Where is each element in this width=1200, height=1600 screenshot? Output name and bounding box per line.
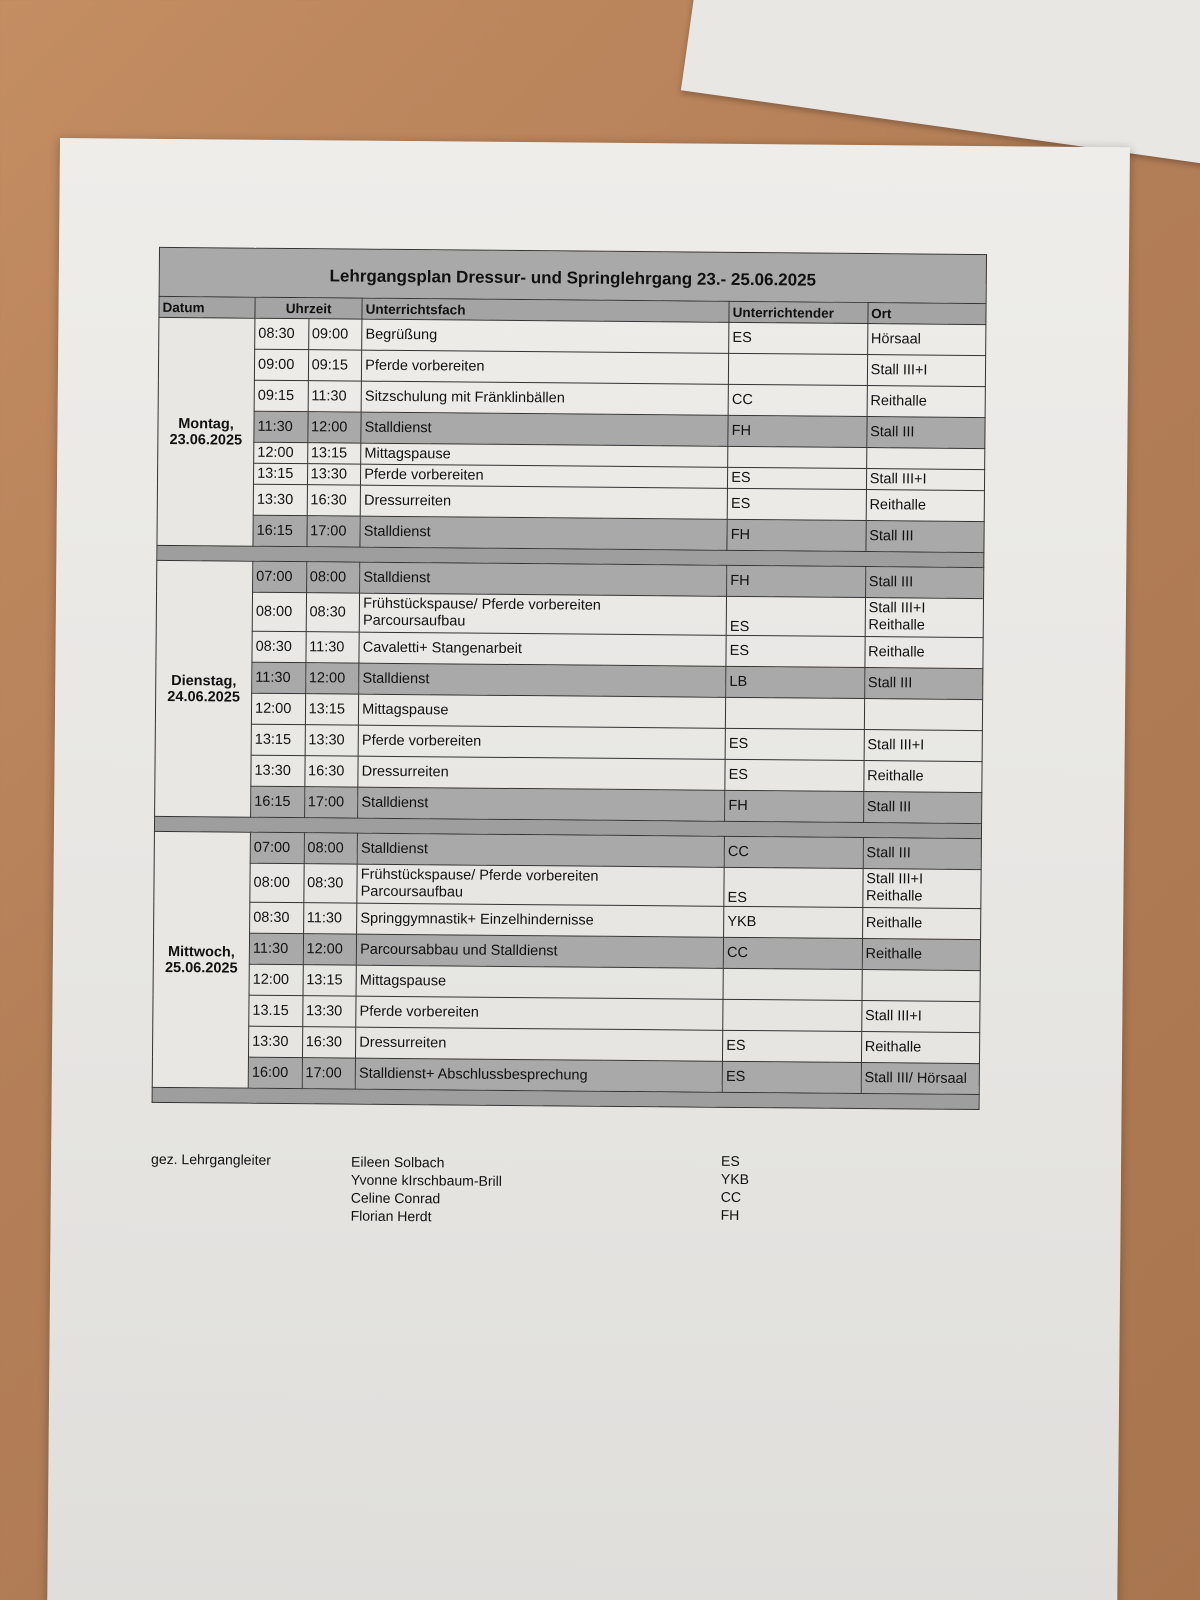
subject: Stalldienst+ Abschlussbesprechung xyxy=(355,1058,722,1092)
day-date: 25.06.2025 xyxy=(164,959,238,977)
place xyxy=(865,598,984,638)
subject: Dressurreiten xyxy=(356,1027,723,1061)
time-from: 13:15 xyxy=(251,724,305,755)
signature-name: Florian Herdt xyxy=(350,1207,432,1225)
teacher: FH xyxy=(728,415,867,447)
time-to: 09:15 xyxy=(308,350,362,381)
time-to: 09:00 xyxy=(308,319,362,350)
place: Stall III xyxy=(867,417,986,449)
time-to: 12:00 xyxy=(303,934,357,965)
time-to: 16:30 xyxy=(302,1027,356,1058)
time-to: 13:30 xyxy=(305,725,359,756)
time-to: 13:30 xyxy=(307,464,361,485)
time-from: 09:00 xyxy=(254,349,308,380)
subject: Parcoursabbau und Stalldienst xyxy=(356,934,723,968)
teacher: ES xyxy=(725,728,864,760)
day-label: Mittwoch, xyxy=(167,943,235,961)
time-from: 11:30 xyxy=(252,662,306,693)
time-from: 07:00 xyxy=(253,561,307,592)
place-line: Stall III+I xyxy=(866,871,924,888)
time-from: 13:30 xyxy=(253,484,307,515)
subject: Dressurreiten xyxy=(360,485,727,519)
subject-line: Parcoursaufbau xyxy=(360,883,464,901)
time-to: 08:00 xyxy=(304,833,358,864)
subject: Sitzschulung mit Fränklinbällen xyxy=(361,381,728,415)
place xyxy=(866,448,985,470)
day-cell xyxy=(152,831,250,1088)
place: Stall III+I xyxy=(867,355,986,387)
place-line: Reithalle xyxy=(866,888,923,905)
subject: Stalldienst xyxy=(359,663,726,697)
teacher xyxy=(726,697,865,729)
signature-name: Yvonne kIrschbaum-Brill xyxy=(350,1171,502,1189)
header-fach: Unterrichtsfach xyxy=(362,298,729,322)
header-lehrer: Unterrichtender xyxy=(729,301,868,323)
teacher: FH xyxy=(727,565,866,597)
time-to: 13:15 xyxy=(307,443,361,464)
day-label: Montag, xyxy=(178,415,234,433)
background-paper-corner xyxy=(681,0,1200,168)
teacher: ES xyxy=(728,467,867,489)
place-line: Stall III+I xyxy=(868,600,926,617)
place: Reithalle xyxy=(863,761,982,793)
subject: Mittagspause xyxy=(356,965,723,999)
subject xyxy=(359,593,726,635)
subject: Stalldienst xyxy=(360,516,727,550)
time-to: 13:15 xyxy=(305,694,359,725)
time-to: 17:00 xyxy=(304,787,358,818)
time-to: 16:30 xyxy=(307,485,361,516)
teacher: FH xyxy=(725,790,864,822)
subject: Pferde vorbereiten xyxy=(356,996,723,1030)
schedule-title: Lehrgangsplan Dressur- und Springlehrgang 23.- 25.06.2025 xyxy=(159,247,986,303)
teacher: ES xyxy=(722,1061,861,1093)
header-ort: Ort xyxy=(868,303,987,325)
time-to: 11:30 xyxy=(306,632,360,663)
teacher: CC xyxy=(728,384,867,416)
subject: Springgymnastik+ Einzelhindernisse xyxy=(357,903,724,937)
subject: Pferde vorbereiten xyxy=(361,464,728,488)
header-uhrzeit: Uhrzeit xyxy=(255,297,362,319)
place: Reithalle xyxy=(867,386,986,418)
teacher: CC xyxy=(723,937,862,969)
time-from: 11:30 xyxy=(249,933,303,964)
time-from: 08:30 xyxy=(255,318,309,349)
signature-label: gez. Lehrgangleiter xyxy=(151,1150,272,1168)
signature-name: Eileen Solbach xyxy=(351,1153,445,1171)
subject: Pferde vorbereiten xyxy=(358,725,725,759)
time-from: 11:30 xyxy=(254,411,308,442)
teacher: ES xyxy=(726,596,865,636)
signature-names xyxy=(351,1153,552,1227)
place: Stall III xyxy=(863,838,982,870)
subject: Dressurreiten xyxy=(358,756,725,790)
signature-codes xyxy=(721,1152,782,1225)
signature-code: FH xyxy=(720,1206,740,1223)
subject: Stalldienst xyxy=(361,412,728,446)
day-date: 23.06.2025 xyxy=(169,431,243,449)
teacher xyxy=(723,999,862,1031)
place xyxy=(864,699,983,731)
place: Stall III+I xyxy=(866,469,985,491)
place: Stall III+I xyxy=(864,730,983,762)
teacher: ES xyxy=(727,488,866,520)
time-from: 16:00 xyxy=(248,1057,302,1088)
time-from: 08:00 xyxy=(250,863,304,902)
teacher: YKB xyxy=(724,906,863,938)
place: Hörsaal xyxy=(867,324,986,356)
day-cell xyxy=(155,560,253,817)
teacher: ES xyxy=(723,1030,862,1062)
place xyxy=(862,869,981,909)
day-date: 24.06.2025 xyxy=(167,688,240,706)
teacher xyxy=(729,353,868,385)
time-to: 17:00 xyxy=(307,516,361,547)
place: Stall III xyxy=(864,668,983,700)
place: Stall III+I xyxy=(861,1001,980,1033)
time-from: 08:30 xyxy=(252,631,306,662)
time-to: 12:00 xyxy=(305,663,359,694)
signature-code: ES xyxy=(721,1152,740,1169)
teacher: LB xyxy=(726,666,865,698)
schedule-body xyxy=(152,317,986,1109)
place xyxy=(862,970,981,1002)
time-to: 08:00 xyxy=(306,562,360,593)
place: Stall III/ Hörsaal xyxy=(861,1063,980,1095)
schedule-table xyxy=(152,247,987,1110)
day-label: Dienstag, xyxy=(171,672,237,690)
subject: Stalldienst xyxy=(358,787,725,821)
time-to: 08:30 xyxy=(303,864,357,903)
time-to: 12:00 xyxy=(307,412,361,443)
time-from: 13:15 xyxy=(254,463,308,484)
time-to: 08:30 xyxy=(306,593,360,632)
teacher: FH xyxy=(727,519,866,551)
subject-line: Frühstückspause/ Pferde vorbereiten xyxy=(360,866,599,885)
subject: Begrüßung xyxy=(362,319,729,353)
subject: Mittagspause xyxy=(359,694,726,728)
time-from: 07:00 xyxy=(250,832,304,863)
time-to: 13:30 xyxy=(302,996,356,1027)
signature-name: Celine Conrad xyxy=(350,1189,441,1207)
subject: Mittagspause xyxy=(361,443,728,467)
place: Stall III xyxy=(865,567,984,599)
teacher: ES xyxy=(724,867,863,907)
place: Stall III xyxy=(863,792,982,824)
subject: Stalldienst xyxy=(360,562,727,596)
time-to: 16:30 xyxy=(304,756,358,787)
time-to: 11:30 xyxy=(303,903,357,934)
place: Reithalle xyxy=(865,637,984,669)
time-to: 13:15 xyxy=(303,965,357,996)
time-from: 13.15 xyxy=(249,995,303,1026)
time-to: 11:30 xyxy=(308,381,362,412)
time-from: 12:00 xyxy=(249,964,303,995)
teacher: CC xyxy=(724,836,863,868)
time-from: 12:00 xyxy=(251,693,305,724)
time-from: 13:30 xyxy=(251,755,305,786)
place: Reithalle xyxy=(861,1032,980,1064)
time-from: 16:15 xyxy=(253,515,307,546)
subject: Cavaletti+ Stangenarbeit xyxy=(359,632,726,666)
place: Reithalle xyxy=(862,908,981,940)
signature-code: YKB xyxy=(720,1170,750,1188)
place-line: Reithalle xyxy=(868,617,925,634)
time-from: 08:30 xyxy=(250,902,304,933)
time-from: 13:30 xyxy=(249,1026,303,1057)
time-from: 16:15 xyxy=(251,786,305,817)
place: Reithalle xyxy=(866,490,985,522)
paper-sheet xyxy=(47,138,1130,1600)
subject: Stalldienst xyxy=(357,833,724,867)
teacher: ES xyxy=(725,759,864,791)
teacher xyxy=(728,446,867,468)
time-to: 17:00 xyxy=(302,1058,356,1089)
signature-code: CC xyxy=(720,1188,742,1205)
subject xyxy=(357,864,724,906)
place: Reithalle xyxy=(862,939,981,971)
subject-line: Parcoursaufbau xyxy=(362,612,466,630)
time-from: 12:00 xyxy=(254,442,308,463)
teacher: ES xyxy=(726,635,865,667)
teacher xyxy=(723,968,862,1000)
time-from: 08:00 xyxy=(252,592,306,631)
subject: Pferde vorbereiten xyxy=(362,350,729,384)
time-from: 09:15 xyxy=(254,380,308,411)
subject-line: Frühstückspause/ Pferde vorbereiten xyxy=(363,595,601,614)
teacher: ES xyxy=(729,322,868,354)
header-datum: Datum xyxy=(159,296,255,318)
day-cell xyxy=(157,317,255,546)
place: Stall III xyxy=(866,521,985,553)
